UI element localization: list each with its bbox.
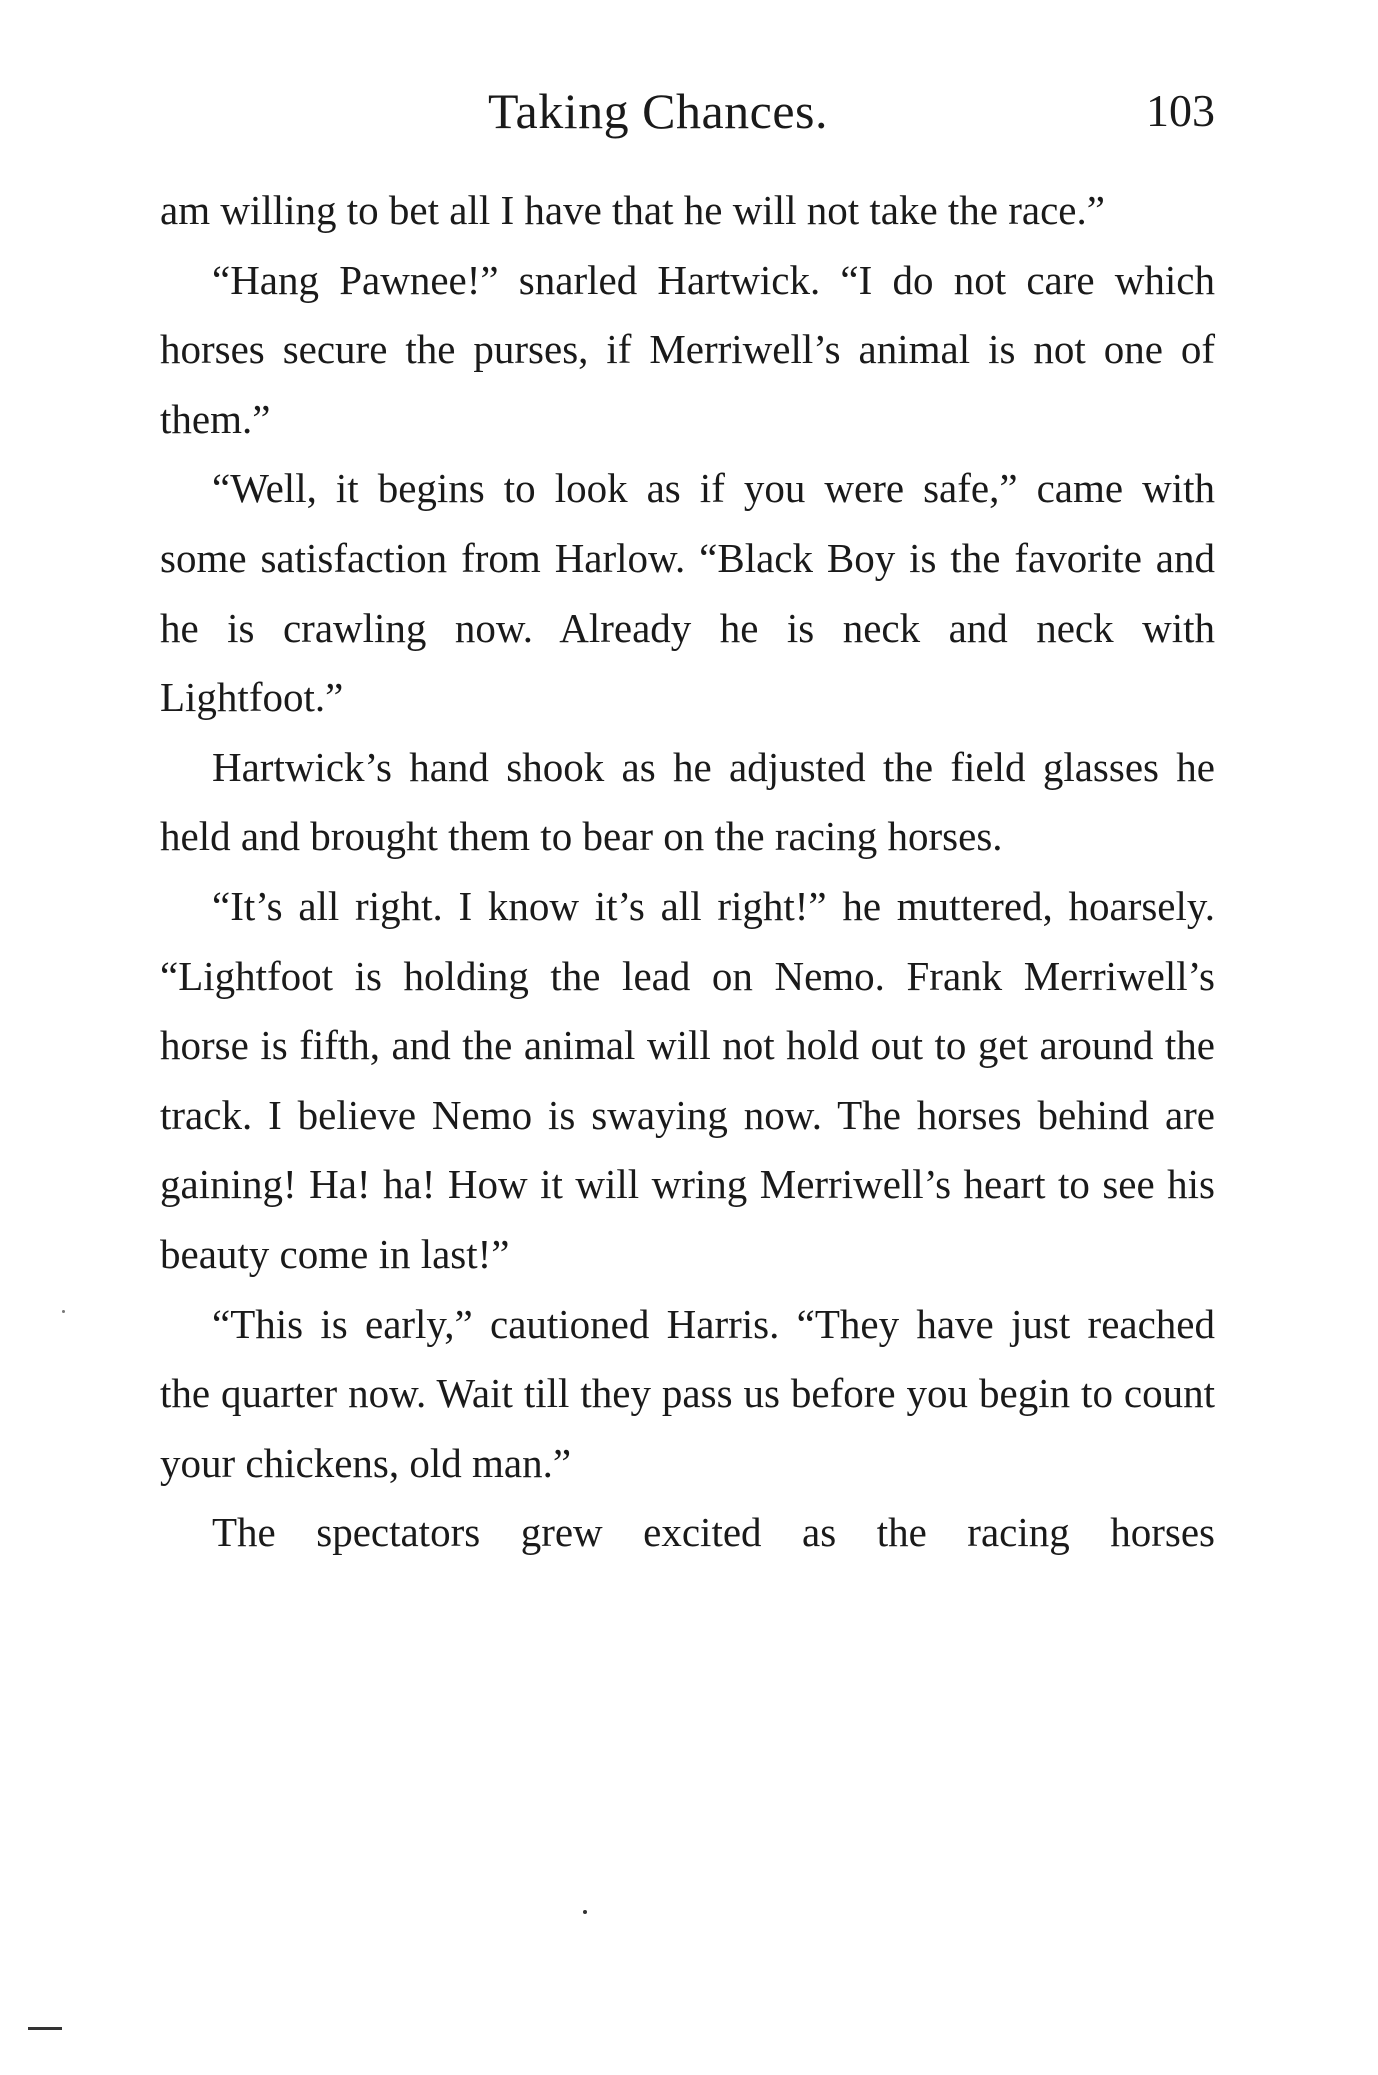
running-title: Taking Chances. [488,83,829,139]
body-text [160,176,1215,1568]
paragraph-hartwick-hand: Hartwick’s hand shook as he adjusted the field glasses he held and brought them to bear on the racing horses. [160,743,1215,860]
margin-dash-mark [28,2027,62,2030]
paragraph-spectators: The spectators grew excited as the racing horses [212,1509,1215,1556]
running-head [160,82,1215,142]
paragraph-hang-pawnee: “Hang Pawnee!” snarled Hartwick. “I do not care which horses secure the purses, if Merriwell’s animal is not one of them.” [160,256,1215,442]
paragraph-its-all-right: “It’s all right. I know it’s all right!” he muttered, hoarsely. “Lightfoot is holding the lead on Nemo. Frank Merriwell’s horse is fifth, and the animal will not hold out to get around the track. I believe Nemo is swaying now. The horses behind are gaining! Ha! ha! How it will wring Merriwell’s heart to see his beauty come in last!” [160,882,1215,1277]
paragraph-continuation: am willing to bet all I have that he will not take the race.” [160,187,1105,233]
print-speck [583,1910,587,1914]
print-speck [62,1310,65,1313]
paragraph-this-is-early: “This is early,” cautioned Harris. “They have just reached the quarter now. Wait till they pass us before you begin to count your chickens, old man.” [160,1300,1215,1486]
page-number: 103 [1146,85,1215,136]
paragraph-well-begins: “Well, it begins to look as if you were safe,” came with some satisfaction from Harlow. “Black Boy is the favorite and he is crawling now. Already he is neck and neck with Lightfoot.” [160,465,1215,721]
